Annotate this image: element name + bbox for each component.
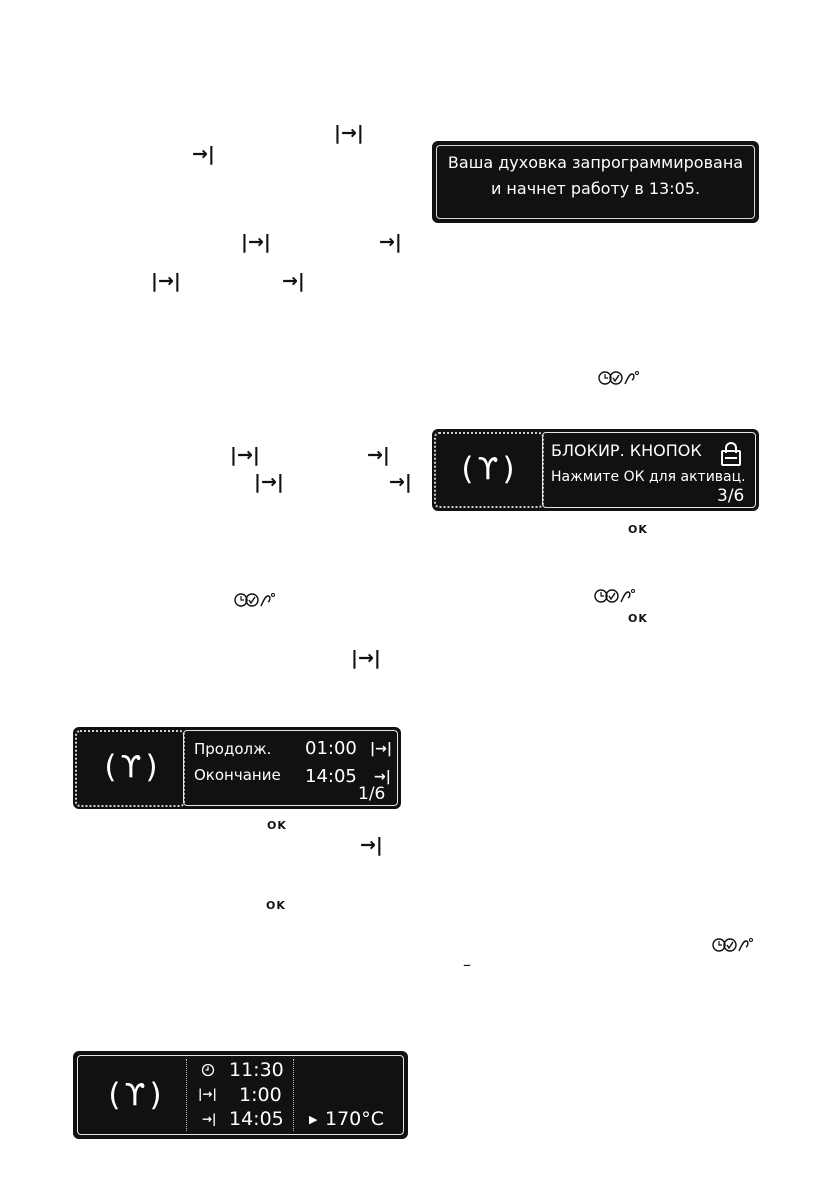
clock-value: 11:30 [229,1059,284,1081]
duration-icon: |→| [334,122,364,144]
fan-heating-icon: ( ϒ ) [104,749,160,785]
ok-key-symbol: OK [628,612,648,625]
message-line-1: Ваша духовка запрограммирована [447,153,744,172]
fan-heating-icon: ( ϒ ) [461,451,517,487]
play-arrow-icon: ▶ [309,1113,318,1126]
menu-page: 3/6 [717,486,745,506]
clock-program-icon [712,936,754,954]
programmed-message-display [432,141,759,223]
duration-icon: |→| [230,444,260,466]
menu-hint: Нажмите ОК для активац. [551,469,746,485]
end-time-icon: →| [367,444,390,466]
divider [186,1059,187,1131]
duration-icon: |→| [241,231,271,253]
duration-icon: |→| [254,471,284,493]
end-label: Окончание [194,766,281,784]
fan-heating-icon: ( ϒ ) [108,1077,164,1113]
end-time-icon: →| [202,1112,217,1126]
end-value: 14:05 [229,1108,284,1130]
key-lock-display [432,429,759,511]
end-time-icon: →| [192,143,215,165]
end-time-icon: →| [360,834,383,856]
end-time-icon: →| [282,270,305,292]
clock-program-icon [594,587,636,605]
timer-settings-display [73,727,401,809]
ok-key-symbol: OK [628,523,648,536]
oven-status-display [73,1051,408,1139]
end-time-icon: →| [389,471,412,493]
menu-title: БЛОКИР. КНОПОК [551,441,702,460]
duration-value: 01:00 [305,738,357,759]
divider [293,1059,294,1131]
duration-icon: |→| [198,1087,217,1101]
duration-label: Продолж. [194,740,272,758]
message-line-2: и начнет работу в 13:05. [490,179,701,198]
clock-program-icon [598,369,640,387]
minus-symbol: – [463,955,471,974]
duration-icon: |→| [351,647,381,669]
clock-icon [201,1063,215,1077]
end-value: 14:05 [305,766,357,787]
menu-area [542,432,756,508]
ok-key-symbol: OK [267,819,287,832]
menu-area [183,730,398,806]
duration-value: 1:00 [239,1084,282,1106]
menu-page: 1/6 [358,784,386,804]
clock-program-icon [234,591,276,609]
end-time-icon: →| [374,769,391,785]
ok-key-symbol: OK [266,899,286,912]
duration-icon: |→| [151,270,181,292]
end-time-icon: →| [379,231,402,253]
unlock-icon [721,450,741,466]
temperature-value: 170°C [325,1108,385,1130]
duration-icon: |→| [370,741,392,757]
